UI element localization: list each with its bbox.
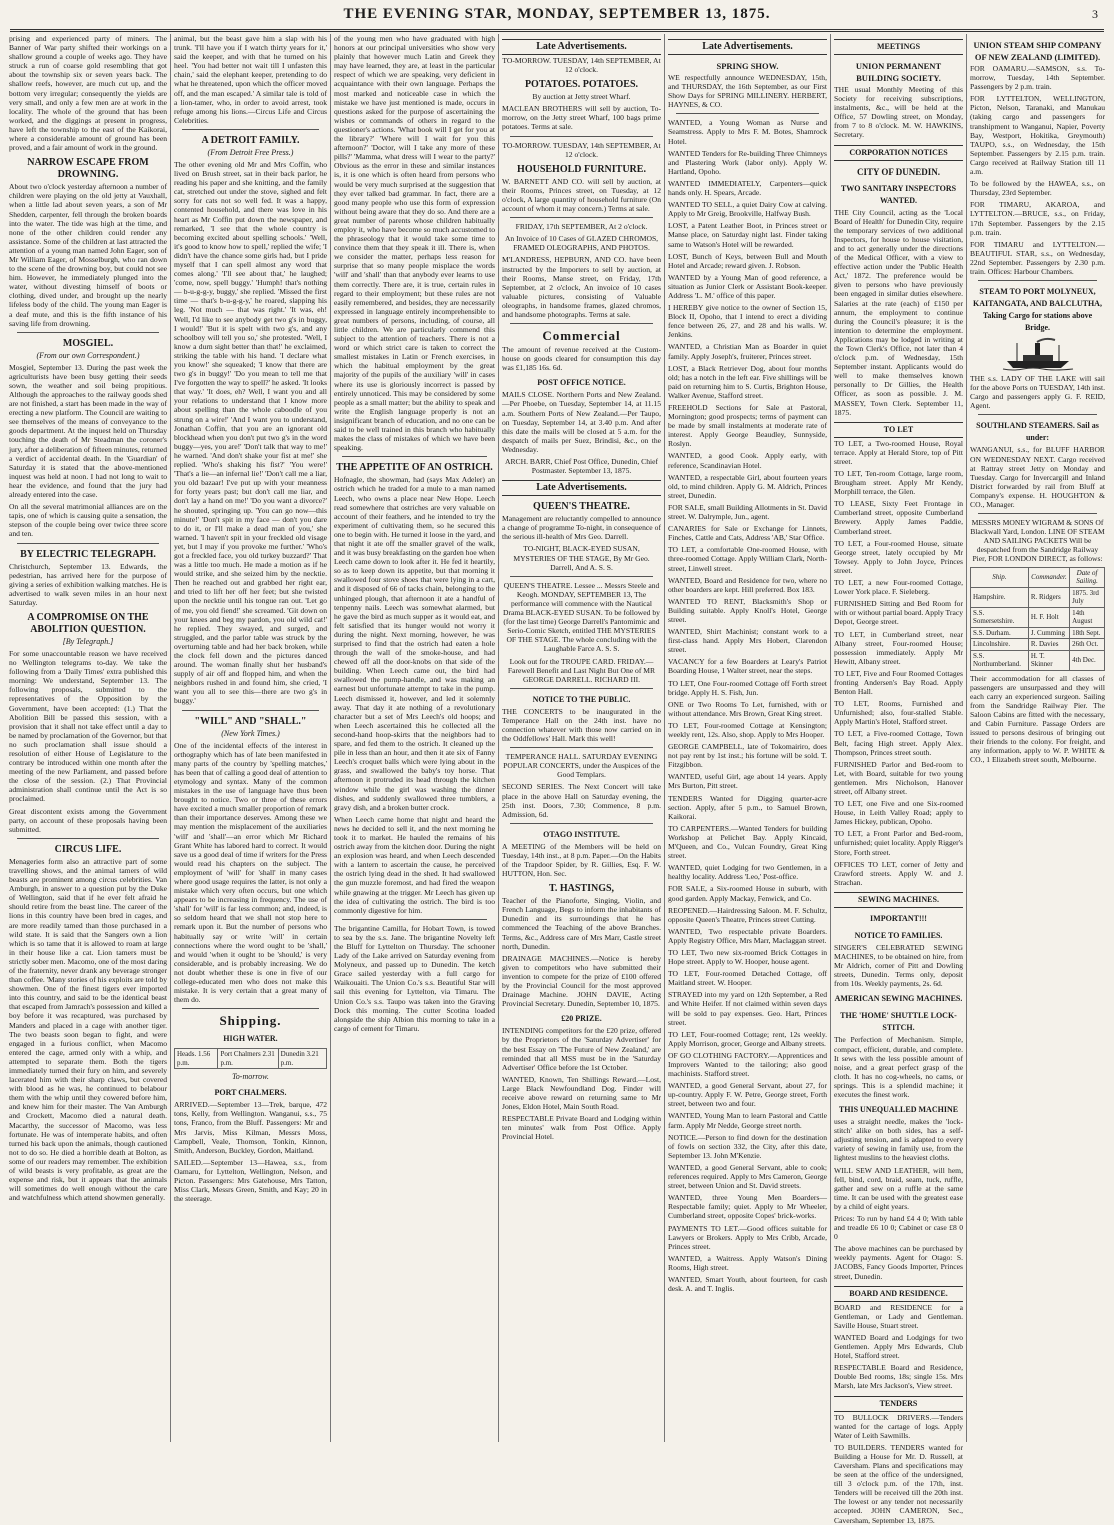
classified-ad: BOARD and RESIDENCE for a Gentleman, or Lady and Gentleman. Saville House, Stuart street.: [834, 1302, 963, 1330]
ad-heading: IMPORTANT!!!: [870, 913, 927, 923]
article-text: For some unaccountable reason we have received no Wellington telegrams to-day. We take the following from a 'Daily Times' extra published this morning: We understand, September 13. The following proposals, submitted to the representatives of the Opposition by the Government, have been accepted: (1.) That the Abolition Bill be passed this session, with a provision that it shall not take effect until a day to be named by proclamation of the Governor, but that no such proclamation shall issue should a resolution of either House of Legislature to the contrary be introduced within one month after the meeting of the new Parliament, and passed before the close of the session. (2.) That Provincial administration shall continue until the Act is so proclaimed.: [9, 648, 167, 804]
classified-ad: WANTED, a Waitress. Apply Watson's Dining Rooms, High street.: [668, 1253, 827, 1272]
divider: [510, 823, 653, 824]
newspaper-title: THE EVENING STAR, MONDAY, SEPTEMBER 13, 1875.: [343, 6, 771, 22]
divider: [342, 456, 487, 457]
classified-ad: WANTED, a good General Servant, able to cook; references required. Apply to Mrs Cameron, George street, between Union and St. David streets.: [668, 1162, 827, 1191]
classified-ad: TO LET, a Two-roomed House, Royal terrace. Apply at Herald Store, top of Pitt street.: [834, 438, 963, 466]
divider: [17, 332, 159, 333]
classified-ad: TO LET, Five and Four Roomed Cottages fronting Andersen's Bay Road. Apply Benton Hall.: [834, 668, 963, 697]
classified-ad: NOTICE.—Person to find down for the destination of fowls on section 332, the City, after this date, September 13. John M'Kenzie.: [668, 1132, 827, 1160]
classified-ad: FOR SALE, small Building Allotments in St. David street. W. Dalrymple, Jun., agent.: [668, 502, 827, 522]
tide-cell: Heads. 1.56 p.m.: [175, 1049, 218, 1069]
table-cell: 1875. 3rd July: [1070, 587, 1105, 607]
ad-heading: SOUTHLAND STEAMERS. Sail as under:: [976, 421, 1099, 443]
article-subheading: (From our own Correspondent.): [36, 350, 140, 360]
ad-text: WILL SEW AND LEATHER, will hem, fell, bind, cord, braid, seam, tuck, ruffle, gather and sew on a ruffle at the same time. It can be used with the greatest ease by a child of eight years.: [834, 1165, 963, 1211]
ad-text: The Perfection of Mechanism. Simple, compact, efficient, durable, and complete. It sews with the less possible amount of noise, and a great perfect grasp of the cloth. It has no cog-wheels, no cams, or springs. This is a splendid machine; it executes the finest work.: [834, 1035, 963, 1099]
classified-ad: TO LET, a Five-roomed Cottage, Town Belt, facing High street. Apply Alex. Thompson, Princes street south.: [834, 729, 963, 757]
classified-ad: LOST, a Black Retriever Dog, about four months old; has a notch in the left ear. Five shillings will be paid on returning him to S. Curtis, Brighton House, Walker Avenue, Stafford street.: [668, 363, 827, 400]
article-heading: A COMPROMISE ON THE ABOLITION QUESTION.: [27, 611, 149, 635]
classified-ad: WANTED, a respectable Girl, about fourteen years old, to mind children. Apply G. M. Aldrich, Princes street, Dunedin.: [668, 472, 827, 500]
classified-ad: TO LET, a Front Parlor and Bed-room, unfurnished; quiet locality. Apply Rigger's Store, Forth street.: [834, 829, 963, 857]
masthead-rule-2: [10, 31, 1104, 32]
shipping-ad: Their accommodation for all classes of passengers are unsurpassed and they will each carry an experienced surgeon. Sailing from the Sandridge Railway Pier. The Saloon Cabins are fitted with the necessary, and Cabin Furniture. Passage Orders are issued to persons desirous of bringing out their friends to the colony. For freight, and any information, apply to W. P. WHITE & CO., 1 Elizabeth street south, Melbourne.: [970, 673, 1105, 765]
classified-ad: WANTED TO RENT, Blacksmith's Shop or Building suitable. Apply Knoll's Hotel, George street.: [668, 596, 827, 624]
section-heading: CORPORATION NOTICES: [834, 145, 963, 161]
classified-ad: FURNISHED Sitting and Bed Room for with or without partial board. Apply Tracy Depot, George street.: [834, 599, 963, 627]
ad-text: RESPECTABLE Private Board and Lodging within ten minutes' walk from Post Office. Apply Provincial Hotel.: [502, 1114, 661, 1142]
ad-heading: TWO SANITARY INSPECTORS WANTED.: [840, 183, 957, 205]
table-row: [971, 650, 1105, 670]
column-6: [831, 34, 966, 1525]
classified-ad: OFFICES TO LET, corner of Jetty and Crawford streets. Apply W. and J. Strachan.: [834, 859, 963, 887]
classified-ad: TO BUILDERS. TENDERS wanted for Building a House for Mr. D. Russell, at Caversham. Plans and specifications may be seen at the office of the undersigned, till 3 o'clock p.m. of the 17th, inst. Tenders will be received till the 20th inst. The lowest or any tender not necessarily accepted. JOHN CAMERON, Sec., Caversham, September 13, 1875.: [834, 1442, 963, 1525]
classified-ad: WANTED by a Young Man of good reference, a situation as Junior Clerk or Assistant Book-keeper. Address 'L. M.' office of this paper.: [668, 272, 827, 300]
port-heading: PORT CHALMERS.: [214, 1088, 287, 1098]
ad-text: The above machines can be purchased by weekly payments. Agent for Otago: S. JACOBS, Fancy Goods Importer, Princes street, Dunedin.: [834, 1244, 963, 1281]
ad-heading: AMERICAN SEWING MACHINES.: [834, 994, 963, 1004]
classified-ad: WANTED IMMEDIATELY, Carpenters—quick hands only. H. Spears, Arcade.: [668, 178, 827, 198]
classified-ad: TO LET, a comfortable One-roomed House, with three-roomed Cottage. Apply William Clark, North-street, Linwell street.: [668, 545, 827, 573]
classified-ad: LOST, Bunch of Keys, between Bull and Mouth Hotel and Arcade; reward given. J. Robson.: [668, 251, 827, 270]
ad-text: M'LANDRESS, HEPBURN, AND CO. have been instructed by the Importers to sell by auction, at their Rooms, Manse street, on Friday, 17th September, at 2 o'clock, An invoice of 10 cases valuable pictures, consisting of Valuable oleographs, in handsome frames, glazed chromos, and handsome photographs. Terms at sale.: [502, 255, 661, 319]
table-cell: 26th Oct.: [1070, 639, 1105, 651]
table-cell: J. Cumming: [1028, 627, 1069, 639]
classified-ad: WANTED, quiet Lodging for two Gentlemen, in a healthy locality. Address 'Leo,' Post-office.: [668, 863, 827, 882]
table-cell: 4th Dec.: [1070, 650, 1105, 670]
divider: [978, 513, 1097, 514]
shipping-ad: THE s.s. LADY OF THE LAKE will sail for the above Ports on TUESDAY, 14th inst. Cargo and passengers apply G. F. REID, Agent.: [970, 374, 1105, 411]
ad-text: Look out for the TROUPE CARD. FRIDAY.—Farewell Benefit and Last Night But One of MR GEORGE DARRELL. RICHARD III.: [507, 656, 656, 684]
classified-ad: FREEHOLD Sections for Sale at Pastoral, Mornington; good prospects; terms of payment can be made by small instalments at moderate rate of interest. Apply George Beaudley, Sunnyside, Roslyn.: [668, 403, 827, 449]
article-text: The amount of revenue received at the Custom-house on goods cleared for consumption this day was £1,185 16s. 6d.: [502, 345, 661, 373]
classified-ad: WANTED, Shirt Machinist; constant work to a first-class hand. Apply Mrs Hobert, Clarendon street.: [668, 627, 827, 655]
classified-ad: ONE or Two Rooms To Let, furnished, with or without attendance. Mrs Brown, Great King street.: [668, 699, 827, 718]
table-cell: 14th August: [1070, 607, 1105, 627]
divider: [17, 838, 159, 839]
article-text: Mosgiel, September 13. During the past week the agriculturists have been busy getting their seeds sown, the weather and soil being propitious. Although the approaches to the railway goods shed are not finished, a start has been made in the way of erecting a new platform. The Council are waiting to see themselves of the means of conveyance to the goods department. At the inquest held on Thursday touching the death of Mr Steadman the coroner's jury, after a deliberation of fifteen minutes, returned a verdict of accidental death. In the 'Guardian' of Saturday it is stated that the above-mentioned inquest was held at noon. I had not long to wait to hear the evidence, and found that the jury had already entered into the case.: [9, 362, 167, 500]
classified-ad: TO LEASE, Sixty Feet Frontage in Cumberland street, opposite Cumberland Brewery. Apply James Paddie, Cumberland street.: [834, 499, 963, 536]
classified-ad: PAYMENTS TO LET.—Good offices suitable for Lawyers or Brokers. Apply to Mrs Cribb, Arcade, Princes street.: [668, 1223, 827, 1251]
ad-text: Management are reluctantly compelled to announce a change of programme To-night, in consequence of the serious ill-health of Mrs Geo. Darrell.: [502, 514, 661, 542]
column-1: [6, 34, 170, 1442]
divider: [182, 129, 319, 130]
table-cell: S.S. Northumberland.: [971, 650, 1029, 670]
ad-text: SECOND SERIES. The Next Concert will take place in the above Hall on Saturday evening, the 25th inst. Doors, 7.30; Commence, 8 p.m. Admission, 6d.: [502, 782, 661, 819]
table-cell: R. Ridgers: [1028, 587, 1069, 607]
divider: [510, 747, 653, 748]
high-water-heading: HIGH WATER.: [223, 1034, 278, 1044]
ad-text: THE City Council, acting as the 'Local Board of Health' for Dunedin City, require the temporary services of two additional Inspectors, for house to house visitation, and to act generally under the directions of the Medical Officer, with a view to effective action under the 'Public Health Act,' 1872. The preference would be given to persons who have previously been engaged in similar duties elsewhere. Salaries at the rate (each) of £150 per annum, the employment to continue during the Council's pleasure; it is the intention to determine the employment. Applications may be lodged in writing at the Town Clerk's Office, not later than 4 o'clock p.m. of Wednesday, 15th September instant. Applicants would do well to make themselves known personally to Dr Gillies, the Health Officer, as soon as possible. J. M. MASSEY, Town Clerk. September 11, 1875.: [834, 207, 963, 417]
column-7: [967, 34, 1108, 1442]
table-row: [971, 627, 1105, 639]
article-text: When Leech came home that night and heard the news he decided to sell it, and the next morning he took it to market. He hauled the remains of his ostrich away from the kitchen door. During the night an explosion was heard, and when Leech descended with a lantern to ascertain the cause, he perceived the ostrich lying dead in the shed. It had swallowed the gun muzzle foremost, and had fired the weapon while gnawing at the trigger. Mr Leech has given up the idea of cultivating the ostrich. The bird is too commonly digestive for him.: [334, 814, 495, 915]
table-cell: 18th Sept.: [1070, 627, 1105, 639]
ad-text: FRIDAY, 17th SEPTEMBER, At 2 o'clock.: [515, 222, 648, 232]
shipping-ad: WANGANUI, s.s., for BLUFF HARBOR ON WEDNESDAY NEXT. Cargo received at Rattray street Jetty on Monday and Tuesday. Cargo for Invercargill and Inland District forwarded by rail from Bluff at Company's expense. H. HOUGHTON & CO., Manager.: [970, 445, 1105, 509]
ad-heading: HOUSEHOLD FURNITURE.: [517, 163, 646, 175]
classified-ad: TO LET, Two new six-roomed Brick Cottages in Hope street. Apply to W. Hooper, house agent.: [668, 947, 827, 967]
ad-heading: THE 'HOME' SHUTTLE LOCK-STITCH.: [840, 1011, 957, 1033]
article-text: MAILS CLOSE. Northern Ports and New Zealand.—Per Phoebe, on Tuesday, September 14, at 11.15 a.m. Southern Ports of New Zealand.—Per Taupo, on Tuesday, September 14, at 3.40 p.m. And after this date the mails will be closed at 5 a.m. for the despatch of mails per Suez, Brindisi, &c., on the Wednesday.: [502, 390, 661, 454]
ad-heading: NOTICE TO THE PUBLIC.: [532, 694, 631, 704]
ad-text: MACLEAN BROTHERS will sell by auction, To-morrow, on the Jetty street Wharf, 100 bags prime potatoes. Terms at sale.: [502, 104, 661, 132]
classified-ad: WANTED Board and Lodgings for two Gentlemen. Apply Mrs Edwards, Club Hotel, Stafford street.: [834, 1332, 963, 1361]
column-5: [665, 34, 830, 1442]
divider: [510, 217, 653, 218]
classified-ad: WANTED, three Young Men Boarders—Respectable family; quiet. Apply to Mr Wheeler, Cumberland street, opposite Copes' brick-works.: [668, 1193, 827, 1221]
divider: [510, 688, 653, 689]
article-text: animal, but the beast gave him a slap with his trunk. 'I'll have you if I watch thirty years for it,' said the keeper, and with that he turned on his heel. 'You had better not wait till I unfasten this chain,' said the elephant keeper, pretending to do what he threatened, upon which the officer moved off, and the man escaped.' A similar tale is told of a lion-tamer, who, in order to avoid arrest, took refuge among his lions.—Circus Life and Circus Celebrities.: [174, 34, 327, 125]
article-heading: THE APPETITE OF AN OSTRICH.: [336, 462, 493, 474]
ad-text: A MEETING of the Members will be held on Tuesday, 14th inst., at 8 p.m. Paper.—On the Habits of the Trapdoor Spider, by R. Gillies, Esq. F. W. HUTTON, Hon. Sec.: [502, 841, 661, 879]
article-text: Great discontent exists among the Government party, on account of these proposals having been submitted.: [9, 806, 167, 834]
classified-ad: TO CARPENTERS.—Wanted Tenders for building Workshop at Pelichet Bay. Apply Kincaid, M'Queen, and Co., Vulcan Foundry, Great King street.: [668, 823, 827, 861]
ad-text: TO-MORROW. TUESDAY, 14th SEPTEMBER, At 12 o'clock.: [502, 140, 661, 159]
table-cell: R. Davies: [1028, 639, 1069, 651]
classified-ad: TO LET, Four-roomed Detached Cottage, off Maitland street. W. Hooper.: [668, 969, 827, 988]
classified-ad: GEORGE CAMPBELL, late of Tokomairiro, does not pay rent by 1st inst.; his fortune will be sold. T. Fitzgibbon.: [668, 742, 827, 770]
table-cell: H. T. Skinner: [1028, 650, 1069, 670]
shipping-ad: FOR LYTTELTON, WELLINGTON, Picton, Nelson, Taranaki, and Manukau (taking cargo and passengers for transhipment to Wanganui, Napier, Poverty Bay, Westport, Hokitika, Greymouth) TAUPO, s.s., on Wednesday, the 15th September. Passengers by 2.15 p.m. train. Cargo received at Railway Station till 11 a.m.: [970, 94, 1105, 177]
classified-ad: WANTED, Smart Youth, about fourteen, for cash desk. A. and T. Inglis.: [668, 1274, 827, 1294]
section-heading: Late Advertisements.: [668, 39, 827, 55]
section-heading: BOARD AND RESIDENCE.: [834, 1286, 963, 1302]
shipping-text: The brigantine Camilla, for Hobart Town, is towed to sea by the s.s. Jane. The brigantine Novelty left the Bluff for Lyttelton on Thursday. The schooner Lady of the Lake arrived on Saturday evening from Molyneux, and passed up to Dunedin. The ketch Grace sailed yesterday with a full cargo for Waikouaiti. The Union Co.'s s.s. Beautiful Star will sail this evening for Lyttelton, via Timaru. The Union Co.'s s.s. Taupo was taken into the Graving Dock this morning. The cutter Scotina loaded alongside the ship Albion this morning to take in a cargo of cement for Timaru.: [334, 923, 495, 1033]
ad-text: W. BARNETT AND CO. will sell by auction, at their Rooms, Princes street, on Tuesday, at 12 o'clock, A large quantity of household furniture (On account of whom it may concern.) Terms at sale.: [502, 176, 661, 214]
ad-heading: UNION PERMANENT BUILDING SOCIETY.: [855, 61, 942, 83]
tide-cell: Port Chalmers 2.31 p.m.: [218, 1049, 278, 1069]
ad-text: THE CONCERTS to be inaugurated in the Temperance Hall on the 24th inst. have no connection whatever with those now carried on in the Oddfellows' Hall. Mark this well!: [502, 706, 661, 744]
article-heading: CIRCUS LIFE.: [54, 843, 122, 855]
table-row: [971, 639, 1105, 651]
ad-heading: NOTICE TO FAMILIES.: [854, 930, 943, 940]
classified-ad: WANTED, Board and Residence for two, where no other boarders are kept. Hill preferred. Box 183.: [668, 575, 827, 594]
table-cell: Lincolnshire.: [971, 639, 1029, 651]
table-cell: S.S. Somersetshire.: [971, 607, 1029, 627]
article-text: ARCH. BARR, Chief Post Office, Dunedin, Chief Postmaster. September 13, 1875.: [505, 457, 658, 476]
divider: [510, 576, 653, 577]
sailing-table-header: Ship.: [971, 567, 1029, 587]
divider: [676, 113, 819, 114]
section-heading: TO LET: [834, 422, 963, 438]
ad-text: Teacher of the Pianoforte, Singing, Violin, and French Language, Begs to inform the inhabitants of Dunedin and its surroundings that he has commenced the Teaching of the above Branches. Terms, &c., Address care of Mrs Marr, Castle street north, Dunedin.: [502, 896, 661, 951]
classified-ad: TO BULLOCK DRIVERS.—Tenders wanted for the cartage of logs. Apply Water of Leith Sawmills.: [834, 1412, 963, 1440]
ad-text: By auction at Jetty street Wharf.: [532, 92, 631, 102]
section-heading-commercial: Commercial: [542, 328, 621, 344]
section-heading: MEETINGS: [834, 39, 963, 55]
divider: [978, 414, 1097, 415]
article-text: Hofnagle, the showman, had (says Max Adeler) an ostrich which he traded for a mule to a man named Leech, who owns a place near New Hope. Leech read somewhere that ostriches are very valuable on account of their feathers, and he intended to try the experiment of cultivating them, so he secured this one to begin with. He turned it loose in the yard, and that night it ate off the smaller gravel of the walk, and it was busy breakfasting on the garden hoe when Leech came down to look after it. He fed it heartily, so as to keep down its appetite, but that morning it swallowed four stove shoes that were lying in a cart, and it disposed of 66 of tacks chain, belonging to the unhinged plough, that afternoon it ate a handful of tenpenny nails. Leech was somewhat alarmed, but he gave the bird as much supper as it would eat, and felt satisfied that its hunger would not worry it during the night. Next morning, however, he was surprised to find that the ostrich had eaten a hole through the wall of the smoke-house, and had chewed off all the door-knobs on that side of the building. When Leech came out, the bird had swallowed the pump-handle, and was making an earnest but unfortunate attempt to take in the pump. Leech dismissed it, however, and led it solemnly away. That day it ate nothing of a revolutionary character but a set of Mrs Leech's old hoops; and when Leech ascertained this he collected all the second-hand hoop-skirts that the neighbors had to spare, and fed them to the ostrich. It cleaned up the pile in less than an hour, and then it ate six of Fanny Leech's croquet balls which were lying about in the grass, and swallowed the baby's toy horse. That afternoon it protruded its head through the kitchen window while the girl was washing the dinner dishes, and suddenly swallowed three tumblers, a gravy dish, and a broken butter crock.: [334, 475, 495, 812]
article-heading: "WILL" AND "SHALL.": [194, 715, 307, 727]
classified-ad: WANTED, Young Man to learn Pastoral and Cattle farm. Apply Mr Nedde, George street north.: [668, 1111, 827, 1130]
article-text: The other evening old Mr and Mrs Coffin, who lived on Brush street, sat in their back parlor, he reading his paper and she knitting, and the family cat, stretched out under the stove, sighed and felt sorry for cats not so well fed. It was a happy, contented household, and there was love in his heart as Mr Coffin put down the newspaper, and remarked, 'I see that the whole country is becoming excited about spelling schools.' 'Well, it's good to know how to spell,' replied the wife; 'I didn't have the chance some girls had, but I pride myself that I can spell almost any word that comes along.' 'I'll see about that,' he laughed; 'come, now, spell buggy.' 'Humph! that's nothing — b-u-g-g-y, buggy,' she replied. 'Missed the first time — that's b-u-g-g-y,' he roared, slapping his leg. 'Not much — that was right.' 'It was, eh! Well, I'd like to see anybody get two g's in buggy, I would!' 'But it is spelt with two g's, and any schoolboy will tell you so,' she protested. 'Well, I know a durn sight better than that!' he exclaimed, striking the table with his hand. 'I declare what you know!' she squeaked; 'I know that there are two g's in buggy!' 'Do you mean to tell me that I've forgotten the way to spell?' he asked. 'It looks that way.' 'It does, eh? Well, I want you and all your relations to understand that I know more about spelling than the whole caboodle of you strung on a wire!' 'And I want you to understand, Jonathan Coffin, that you are an ignorant old blockhead when you don't put two g's in the word buggy—yes, you are!' 'Don't talk that way to me!' he warned. 'And don't shake your fist at me!' she replied. 'Who's shaking his fist?' 'You were!' 'That's a lie—an infernal lie!' 'Don't call me a liar, you old bazaar! I've put up with your meanness for forty years past; but don't call me liar, and don't lay a hand on me!' 'Do you want a divorce?' he shouted, springing up. 'You can go now—this minute!' 'Don't spit in my face — don't you dare to do it, or I'll make a dead man of you,' she warned. 'I haven't spit in your freckled old visage yet, but I may if you provoke me further.' 'Who's got a freckled face, you old turkey buzzard?' That was a little too much. He made a motion as if he would strike, and she seized him by the necktie. Then he reached out and grabbed her right ear, and tried to lift her off her feet; but she twisted upon the necktie until his tongue ran out. 'Let go of me, you old fiend!' she screamed. 'Git down on your knees and beg my pardon, you old wild cat!' he replied. They swayed, and surged, and struggled, and the parlor table was struck by the overturning table and had her back broken, while the clock fell down and the pictures danced around. The woman finally shut her husband's supply of air off and flopped him, and when the neighbors rushed in and found him, she cried, 'I want you all to see this—there are two g's in buggy.': [174, 159, 327, 706]
ad-text: An Invoice of 10 Cases of GLAZED CHROMOS, FRAMED OLEOGRAPHS, AND PHOTOS.: [504, 234, 659, 253]
section-heading: Late Advertisements.: [502, 39, 661, 55]
classified-ad: WANTED, a Young Woman as Nurse and Seamstress. Apply to Mrs F. M. Botes, Shamrock Hotel.: [668, 118, 827, 146]
divider: [17, 543, 159, 544]
classified-ad: FURNISHED Parlor and Bed-room to Let, with Board, suitable for two young gentlemen. Mrs Nicholson, Hanover street, off Albany street.: [834, 759, 963, 796]
table-cell: Hampshire.: [971, 587, 1029, 607]
classified-ad: STRAYED into my yard on 12th September, a Red and White Heifer. If not claimed within seven days will be sold to pay expenses. Geo. Hart, Princes street.: [668, 990, 827, 1027]
ad-text: Prices: To run by hand £4 4 0; With table and treadle £6 10 0; Cabinet or case £8 0 0: [834, 1214, 963, 1242]
ad-heading: THIS UNEQUALLED MACHINE: [838, 1105, 959, 1115]
shipping-text: SAILED.—September 13—Hawea, s.s., from Oamaru, for Lyttelton, Wellington, Nelson, and Picton. Passengers: Mrs Gatehouse, Mrs Tatton, Miss Clark, Messrs Green, Smith, and Kay; 20 in the steerage.: [174, 1157, 327, 1204]
classified-ad: TO LET, in Cumberland street, near Albany street, Four-roomed House; possession immediately. Apply Mr Hewitt, Albany street.: [834, 629, 963, 666]
divider: [510, 136, 653, 137]
classified-ad: TO LET, a Four-roomed House, situate George street, lately occupied by Mr Towsey. Apply to John Joyce, Princes street.: [834, 538, 963, 575]
sailing-table-header: Commander.: [1028, 567, 1069, 587]
column-3: [331, 34, 498, 1442]
classified-ad: CANARIES for Sale or Exchange for Linnets, Finches, Cattle and Cats, Address 'AB,' Star Office.: [668, 524, 827, 543]
ad-heading: OTAGO INSTITUTE.: [543, 829, 620, 839]
classified-ad: TO LET, Rooms, Furnished and Unfurnished; also, four-stalled Stable. Apply Martin's Hotel, Stafford street.: [834, 699, 963, 727]
section-heading: Late Advertisements.: [502, 480, 661, 496]
shipping-text: ARRIVED.—September 13—Trek, barque, 472 tons, Kelly, from Wellington. Wanganui, s.s., 75 tons, Franco, from the Bluff. Passengers: Mr and Mrs Jarvis, Miss Kilman, Messrs Moss, Campbell, Veale, Thomson, Tonkin, Kinnon, Smith, Anderson, Buckley, Gordon, Maitland.: [174, 1100, 327, 1155]
classified-ad: VACANCY for a few Boarders at Leary's Patriot Boarding House, 1 Walter street, near the steps.: [668, 657, 827, 676]
classified-ad: TENDERS Wanted for Digging quarter-acre section. Apply, after 5 p.m., to Samuel Brown, Kaikorai.: [668, 793, 827, 821]
article-text: of the young men who have graduated with high honors at our principal universities who show very plainly that however much Latin and Greek they may have learned, they are, at least in the particular respect of which we are speaking, very deficient in acquaintance with their own language. Perhaps the most marked and noticeable case in which the mistake we have just mentioned is made, occurs in questions asked for the purpose of ascertaining the wishes or commands of others in regard to the questioner's actions. 'What book will I get for you at the library?' 'Where will I wait for you this afternoon?' 'Doctor, will I take any more of these pills?' 'Mamma, what dress will I wear to the party?' Obvious as the error in these and similar instances is, it is one which is often heard from persons who would be very much surprised at the suggestion that they ever talked bad grammar. In fact, there are a good many people who use this form of expression without being aware that they do so. And there are a great number of parents whose children habitually employ it, who have become so much accustomed to the phraseology that it would take some time to convince them that they speak it ill. There is, when we consider the matter, perhaps less reason for surprise that so many people misplace the words 'will' and 'shall' than that anybody ever learns to use them correctly. There are, it is true, certain rules in regard to their employment; but these rules are not easily remembered, and besides, they are necessarily expressed in language entirely incomprehensible to great numbers of persons, including, of course, all little children. We are particularly commend this subject to the attention of teachers. There is not a word or which strict care is taken to correct the smallest mistakes in Latin or French exercises, in which the habitual employment by the great majority of the pupils of the auxiliary 'will' in cases where its use is gloriously incorrect is passed by entirely unnoticed. This may be considered by some people as a small matter; but the ability to speak and write the English language properly is not an insignificant branch of education, and no one can be said to be well trained in this branch who habitually makes the class of mistakes of which we have been speaking.: [334, 34, 495, 453]
ad-heading: T. HASTINGS,: [548, 883, 615, 895]
ad-heading: CITY OF DUNEDIN.: [856, 166, 941, 177]
divider: [342, 919, 487, 920]
article-heading: NARROW ESCAPE FROM DROWNING.: [27, 157, 149, 181]
divider: [510, 323, 653, 324]
ad-heading: UNION STEAM SHIP COMPANY OF NEW ZEALAND (LIMITED).: [973, 40, 1102, 62]
article-heading: A DETROIT FAMILY.: [201, 134, 300, 146]
sailing-table-header: Date of Sailing.: [1070, 567, 1105, 587]
section-heading-shipping: Shipping.: [219, 1013, 282, 1029]
section-heading: TENDERS: [834, 1396, 963, 1412]
classified-ad: WANTED, useful Girl, age about 14 years. Apply Mrs Burton, Pitt street.: [668, 772, 827, 791]
classified-ad: TO LET, Ten-room Cottage, large room, Brougham street. Apply Mr Kendy, Morphill terrace, the Glen.: [834, 469, 963, 497]
ad-text: WE respectfully announce WEDNESDAY, 15th, and THURSDAY, the 16th September, as our First Show Days for SPRING MILLINERY. HERBERT, HAYNES, & CO.: [668, 73, 827, 110]
classified-ad: WANTED TO SELL, a quiet Dairy Cow at calving. Apply to Mr Greig, Brookville, Halfway Bush.: [668, 200, 827, 219]
divider: [182, 710, 319, 711]
classified-ad: I HEREBY give notice to the owner of Section 15, Block II, Opoho, that I intend to erect a dividing fence between 26, 27, and 28 and his walls. W. Jenkins.: [668, 303, 827, 340]
ad-text: DRAINAGE MACHINES.—Notice is hereby given to competitors who have submitted their invention to compete for the prize of £100 offered by the Provincial Council for the most approved Drainage Machine. JOHN DAVIE, Acting Provincial Secretary. Dunedin, September 10, 1875.: [502, 953, 661, 1009]
classified-ad: LOST, a Patent Leather Boot, in Princes street or Manse place, on Saturday night last. Finder taking same to Watson's Hotel will be rewarded.: [668, 221, 827, 249]
article-text: On all the several matrimonial alliances are on the tapis, one of which is causing quite a sensation, the stepson of the couple being over twice three score and ten.: [9, 502, 167, 539]
ad-text: uses a straight needle, makes the 'lock-stitch' alike on both sides, has a self-adjusting tension, and is adapted to every variety of sewing in family use, from the lightest muslins to the heaviest cloths.: [834, 1117, 963, 1163]
shipping-ad: MESSRS MONEY WIGRAM & SONS Of Blackwall Yard, London. LINE OF STEAM AND SAILING PACKETS Will be despatched from the Sandridge Railway Pier, FOR LONDON DIRECT, as follows:: [970, 518, 1105, 564]
classified-ad: TO LET, Four-roomed Cottage; rent, 12s weekly. Apply Morrison, grocer, George and Albany streets.: [668, 1029, 827, 1048]
ad-heading: STEAM TO PORT MOLYNEUX, KAITANGATA, AND BALCLUTHA, Taking Cargo for stations above Bridge.: [973, 287, 1102, 333]
column-2: [171, 34, 330, 1442]
classified-ad: REOPENED.—Hairdressing Saloon. M. F. Schultz, opposite Queen's Theatre, Princes street Cutting.: [668, 905, 827, 924]
article-text: prising and experienced party of miners. The Banner of War party shifted their workings on a shallow ground a couple of weeks ago. They have struck a run of coarse gold resembling that got about the township six or seven years back. The shallow reefs, however, are much cut up, and the bottom very irregular; consequently the yields are very small, and only a few men are at work in the locality. The whole of the ground that has been worked, and the diggings at present in progress, have left the township to the east of the Kaikorai, where a considerable amount of ground has been proved, and a fair amount of work in the ground.: [9, 34, 167, 153]
ad-heading: £20 PRIZE.: [561, 1014, 602, 1024]
masthead: [0, 6, 1114, 28]
article-subheading: [By Telegraph.]: [62, 636, 114, 646]
classified-ad: WANTED Tenders for Re-building Three Chimneys and Plastering Work (labor only). Apply W. Hartland, Opoho.: [668, 148, 827, 176]
ad-text: WANTED, Known, Ten Shillings Reward.—Lost, Large Black Newfoundland Dog. Finder will receive above reward on returning same to Mr Jones, Eldon Hotel, Main South Road.: [502, 1074, 661, 1112]
article-subheading: (New York Times.): [221, 728, 280, 738]
tide-day: To-morrow.: [232, 1072, 269, 1082]
masthead-rule: [10, 29, 1104, 30]
classified-ad: WANTED, a Christian Man as Boarder in quiet family. Apply Joseph's, fruiterer, Princes street.: [668, 342, 827, 361]
divider: [182, 1008, 319, 1009]
high-water-table: [174, 1048, 327, 1069]
classified-ad: WANTED, a good General Servant, about 27, for up-country. Apply F. W. Petre, George street, Forth street, between two and four.: [668, 1081, 827, 1109]
shipping-ad: FOR OAMARU.—SAMSON, s.s. To-morrow, Tuesday, 14th September. Passengers by 2 p.m. train.: [970, 64, 1105, 92]
article-heading: BY ELECTRIC TELEGRAPH.: [20, 548, 156, 560]
article-text: Menageries form also an attractive part of some travelling shows, and the animal tamers of wild beasts are prominent among circus celebrities. Van Amburgh, in answer to a question put by the Duke of Wellington, said that if he ever felt afraid he should retire from the beast line. The career of the lions in this country have been bred in cages, and are more readily tamed than those purchased in a wild state. It is said that the Sangers own a lion which is so tame that it is allowed to roam at large in their house like a cat. Lion tamers must be strictly sober men. Macomo, one of the most daring of the fraternity, never drank any beverage stronger than coffee. 'Many stories of his exploits are told by showmen. One of the finest tigers ever imported into this country, and said to be the identical beast that escaped from Jamrach's possession and killed a boy before it was recaptured, was purchased by Manders and placed in a cage with another tiger. The two beasts soon began to fight, and were engaged in a furious conflict, when Macomo entered the cage, armed only with a whip, and attempted to separate them. Both the tigers immediately turned their fury on him, and severely lacerated him with their sharp claws, but covered with blood as he was, he continued to belabour them with the whip until they cowered before him, and knew him for their master. The Van Amburgh and Crockett, Macomo died a natural death. Macarthy, the successor of Macomo, was less fortunate. He was of intemperate habits, and often turned his back upon the animals, though cautioned not to do so. He died a horrible death at Bolton, as some of our readers may remember. The exhibition of wild beasts is very profitable, as great are the expense and risk, but it appears that the animals will sometimes do well enough without the care and watchfulness which attend showmen generally.: [9, 856, 167, 1203]
divider: [978, 280, 1097, 281]
ad-text: THE usual Monthly Meeting of this Society for receiving subscriptions, instalments, &c., will be held at the Office, 57 Dowling street, on Monday, from 7 to 8 o'clock. M. W. HAWKINS, Secretary.: [834, 85, 963, 140]
table-row: [971, 607, 1105, 627]
classified-ad: RESPECTABLE Board and Residence, Double Bed rooms, 18s; single 15s. Mrs Marsh, late Mrs Jackson's, View street.: [834, 1363, 963, 1391]
ad-text: TO-MORROW. TUESDAY, 14th SEPTEMBER, At 12 o'clock.: [502, 56, 661, 75]
section-heading: SEWING MACHINES.: [834, 892, 963, 908]
classified-ad: TO LET, a new Four-roomed Cottage, Lower York place. F. Sieleberg.: [834, 578, 963, 597]
page-number: 3: [1092, 7, 1098, 21]
classified-ad: OF GO CLOTHING FACTORY.—Apprentices and Improvers Wanted to the tailoring; also good machinists. Stafford street.: [668, 1050, 827, 1079]
article-text: Christchurch, September 13. Edwards, the pedestrian, has arrived here for the purpose of giving a series of exhibition walking matches. He is advertised to walk seven miles in an hour next Saturday.: [9, 561, 167, 607]
article-heading: POST OFFICE NOTICE.: [537, 378, 626, 388]
classified-ad: WANTED, Two respectable private Boarders. Apply Registry Office, Mrs Marr, Maclaggan street.: [668, 926, 827, 945]
ad-text: TO-NIGHT, BLACK-EYED SUSAN, MYSTERIES OF THE STAGE, By Mr Geo. Darrell, And A. S. S.: [513, 544, 650, 572]
tide-cell: Dunedin 3.21 p.m.: [278, 1049, 326, 1069]
classified-ad: TO LET, one Five and one Six-roomed House, in Leith Valley Road; apply to James Hickey, publican, Opoho.: [834, 799, 963, 827]
ad-heading: POTATOES. POTATOES.: [524, 79, 639, 91]
classified-ad: WANTED, a good Cook. Apply early, with reference, Scandinavian Hotel.: [668, 451, 827, 470]
classified-ad: TO LET, One Four-roomed Cottage off Forth street bridge. Apply H. S. Fish, Jun.: [668, 678, 827, 697]
shipping-ad: FOR TIMARU and LYTTELTON.—BEAUTIFUL STAR, s.s., on Wednesday, 22nd September. Passengers by 2.30 p.m. train. Offices: Harbour Chambers.: [970, 239, 1105, 276]
classified-ad: TO LET, Four-roomed Cottage at Kensington; weekly rent, 12s. Also, shop. Apply to Mrs Hooper.: [668, 720, 827, 739]
column-4: [499, 34, 664, 1442]
steamship-icon: [1003, 337, 1073, 371]
table-row: [971, 587, 1105, 607]
article-heading: MOSGIEL.: [62, 337, 114, 349]
table-cell: S.S. Durham.: [971, 627, 1029, 639]
shipping-ad: FOR TIMARU, AKAROA, and LYTTELTON.—BRUCE, s.s., on Friday, 17th September. Passengers by the 2.15 p.m. train.: [970, 200, 1105, 237]
sailing-table: [970, 567, 1105, 671]
shipping-ad: To be followed by the HAWEA, s.s., on Thursday, 23rd September.: [970, 179, 1105, 198]
table-cell: H. F. Holt: [1028, 607, 1069, 627]
ad-heading: SPRING SHOW.: [716, 61, 779, 71]
article-subheading: (From Detroit Free Press.): [207, 147, 294, 157]
article-text: About two o'clock yesterday afternoon a number of children were playing on the old jetty at Vauxhall, when a little lad about seven years, a son of Mr Shedden, carpenter, fell through the broken boards into the water. The tide was high at the time, and none of the other children could render any assistance. Some of the children at last attracted the attention of a young man named John Eager, son of Mr William Eager, of Mosselburgh, who ran down to the scene of the drowning boy, but could not see him. However, he immediately plunged into the water, without divesting himself of boots or clothing, dived under, and brought up the nearly lifeless body of the child. The young man Eager is a deaf mute, and this is the fifth instance of his saving life from drowning.: [9, 182, 167, 328]
article-text: One of the incidental effects of the interest in orthography which has of late been manifested in many parts of the country by 'spelling matches,' has been that of calling a good deal of attention to etymology and syntax. Many of the common mistakes in the use of language have thus been brought to notice. Two or three of these errors have excited a much smaller proportion of remark than their importance deserves. Among these we may mention the misplacement of the auxiliaries 'will' and 'shall'—an error which Mr Richard Grant White has labored hard to correct. It would save us a good deal of time if writers for the Press would read his chapters on the subject. The employment of 'will' for 'shall' in many cases where good usage requires the latter, is not only a mistake which very often occurs, but one which appears to be increasing in frequency. The use of 'shall' for 'will' is far less common; and, indeed, is so seldom heard that we shall not stop here to remark upon it. But the number of persons who habitually say or write 'will' in certain connections where the word ought to be 'shall,' and would 'when it ought to be 'should,' is very considerable, and is probably increasing. We do not doubt whether these is one in five of our college-educated men who does not make this mistake. It is very certain that a great many of them do.: [174, 740, 327, 1005]
ad-text: QUEEN'S THEATRE. Lessee ... Messrs Steele and Keogh. MONDAY, SEPTEMBER 13, The performance will commence with the Nautical Drama BLACK-EYED SUSAN. To be followed by (for the last time) George Darrell's Pantomimic and Serio-Comic Sketch, entitled THE MYSTERIES OF THE STAGE. The whole concluding with the Laughable Farce A. S. S.: [503, 580, 660, 654]
ad-text: INTENDING competitors for the £20 prize, offered by the Proprietors of the 'Saturday Advertiser' for the best Essay on 'The Future of New Zealand,' are reminded that all MSS must be in the 'Saturday Advertiser' Office before the 1st October.: [502, 1026, 661, 1072]
classified-ad: FOR SALE, a Six-roomed House in suburb, with good garden. Apply Mackay, Fenwick, and Co.: [668, 884, 827, 903]
ad-text: TEMPERANCE HALL. SATURDAY EVENING POPULAR CONCERTS, under the Auspices of the Good Templars.: [503, 752, 660, 780]
ad-text: SINGER'S CELEBRATED SEWING MACHINES, to be obtained on hire, from Mr Aldrich, corner of Pitt and Dowling streets, Dunedin. Terms only, deposit from 10s. Weekly payments, 2s. 6d.: [834, 942, 963, 989]
ad-heading: QUEEN'S THEATRE.: [533, 501, 630, 513]
